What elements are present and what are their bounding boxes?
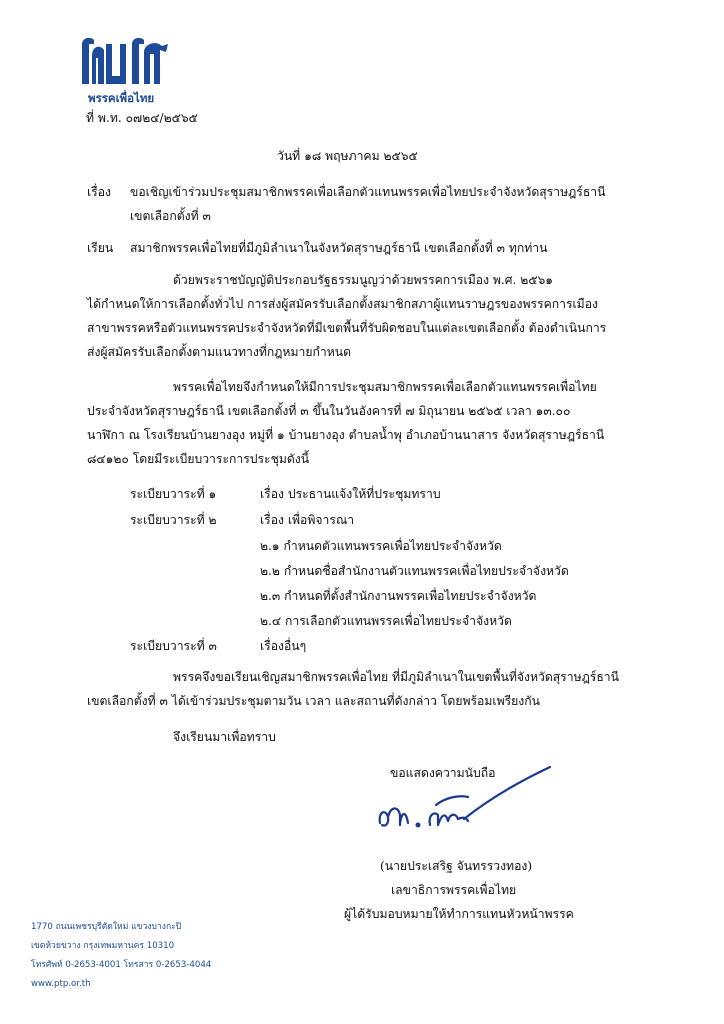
signatory-title: เลขาธิการพรรคเพื่อไทย [391,883,517,897]
footer-phone: โทรศัพท์ 0-2653-4001 โทรสาร 0-2653-4044 [31,960,212,970]
signature [372,765,557,835]
agenda-label-2: ระเบียบวาระที่ ๒ [130,513,217,527]
paragraph2-line: นาฬิกา ณ โรงเรียนบ้านยางอุง หมู่ที่ ๑ บ้านยางอุง ตำบลน้ำพุ อำเภอบ้านนาสาร จังหวัดสุราษฎร์ธานี [87,428,605,442]
agenda-subitem: ๒.๑ กำหนดตัวแทนพรรคเพื่อไทยประจำจังหวัด [260,539,502,553]
signatory-role: ผู้ได้รับมอบหมายให้ทำการแทนหัวหน้าพรรค [344,907,574,921]
recipient-label: เรียน [87,241,114,255]
letter-date: วันที่ ๑๘ พฤษภาคม ๒๕๖๕ [277,149,418,163]
paragraph3-line: พรรคจึงขอเรียนเชิญสมาชิกพรรคเพื่อไทย ที่มีภูมิลำเนาในเขตพื้นที่จังหวัดสุราษฎร์ธานี [173,670,619,684]
agenda-subitem: ๒.๓ กำหนดที่ตั้งสำนักงานพรรคเพื่อไทยประจำจังหวัด [260,589,537,603]
agenda-label-3: ระเบียบวาระที่ ๓ [130,639,217,653]
agenda-label-1: ระเบียบวาระที่ ๑ [130,487,217,501]
agenda-title-3: เรื่องอื่นๆ [260,639,307,653]
paragraph1-line: สาขาพรรคหรือตัวแทนพรรคประจำจังหวัดที่มีเขตพื้นที่รับผิดชอบในแต่ละเขตเลือกตั้ง ต้องดำเนินการ [87,321,607,335]
paragraph2-line: ประจำจังหวัดสุราษฎร์ธานี เขตเลือกตั้งที่ ๓ ขึ้นในวันอังคารที่ ๗ มิถุนายน ๒๕๖๕ เวลา ๑๓.๐๐ [87,404,571,418]
closing-line: จึงเรียนมาเพื่อทราบ [173,730,276,744]
reference-number: ที่ พ.ท. ๐๗๒๔/๒๕๖๕ [86,111,198,125]
footer-address-2: เขตห้วยขวาง กรุงเทพมหานคร 10310 [31,941,175,951]
paragraph3-line: เขตเลือกตั้งที่ ๓ ได้เข้าร่วมประชุมตามวัน เวลา และสถานที่ดังกล่าว โดยพร้อมเพรียงกัน [87,694,540,708]
paragraph1-line: ได้กำหนดให้การเลือกตั้งทั่วไป การส่งผู้สมัครรับเลือกตั้งสมาชิกสภาผู้แทนราษฎรของพรรคการเมือง [87,297,598,311]
agenda-title-2: เรื่อง เพื่อพิจารณา [260,513,355,527]
party-logo [80,36,175,88]
paragraph2-line: พรรคเพื่อไทยจึงกำหนดให้มีการประชุมสมาชิกพรรคเพื่อเลือกตัวแทนพรรคเพื่อไทย [173,380,597,394]
subject-line-2: เขตเลือกตั้งที่ ๓ [130,209,211,223]
party-name: พรรคเพื่อไทย [88,91,155,105]
signatory-name: (นายประเสริฐ จันทรรวงทอง) [380,859,533,873]
subject-line-1: ขอเชิญเข้าร่วมประชุมสมาชิกพรรคเพื่อเลือกตัวแทนพรรคเพื่อไทยประจำจังหวัดสุราษฎร์ธานี [130,185,606,199]
recipient-text: สมาชิกพรรคเพื่อไทยที่มีภูมิลำเนาในจังหวัดสุราษฎร์ธานี เขตเลือกตั้งที่ ๓ ทุกท่าน [130,241,548,255]
subject-label: เรื่อง [87,185,111,199]
agenda-subitem: ๒.๔ การเลือกตัวแทนพรรคเพื่อไทยประจำจังหวัด [260,614,512,628]
agenda-subitem: ๒.๒ กำหนดชื่อสำนักงานตัวแทนพรรคเพื่อไทยประจำจังหวัด [260,564,569,578]
footer-address-1: 1770 ถนนเพชรบุรีตัดใหม่ แขวงบางกะปิ [31,922,182,932]
paragraph2-line: ๘๔๑๒๐ โดยมีระเบียบวาระการประชุมดังนี้ [87,452,310,466]
footer-website[interactable]: www.ptp.or.th [31,979,91,989]
paragraph1-line: ส่งผู้สมัครรับเลือกตั้งตามแนวทางที่กฎหมายกำหนด [87,345,351,359]
agenda-title-1: เรื่อง ประธานแจ้งให้ที่ประชุมทราบ [260,487,441,501]
sign-off: ขอแสดงความนับถือ [390,766,496,780]
paragraph1-line: ด้วยพระราชบัญญัติประกอบรัฐธรรมนูญว่าด้วยพรรคการเมือง พ.ศ. ๒๕๖๑ [173,273,554,287]
